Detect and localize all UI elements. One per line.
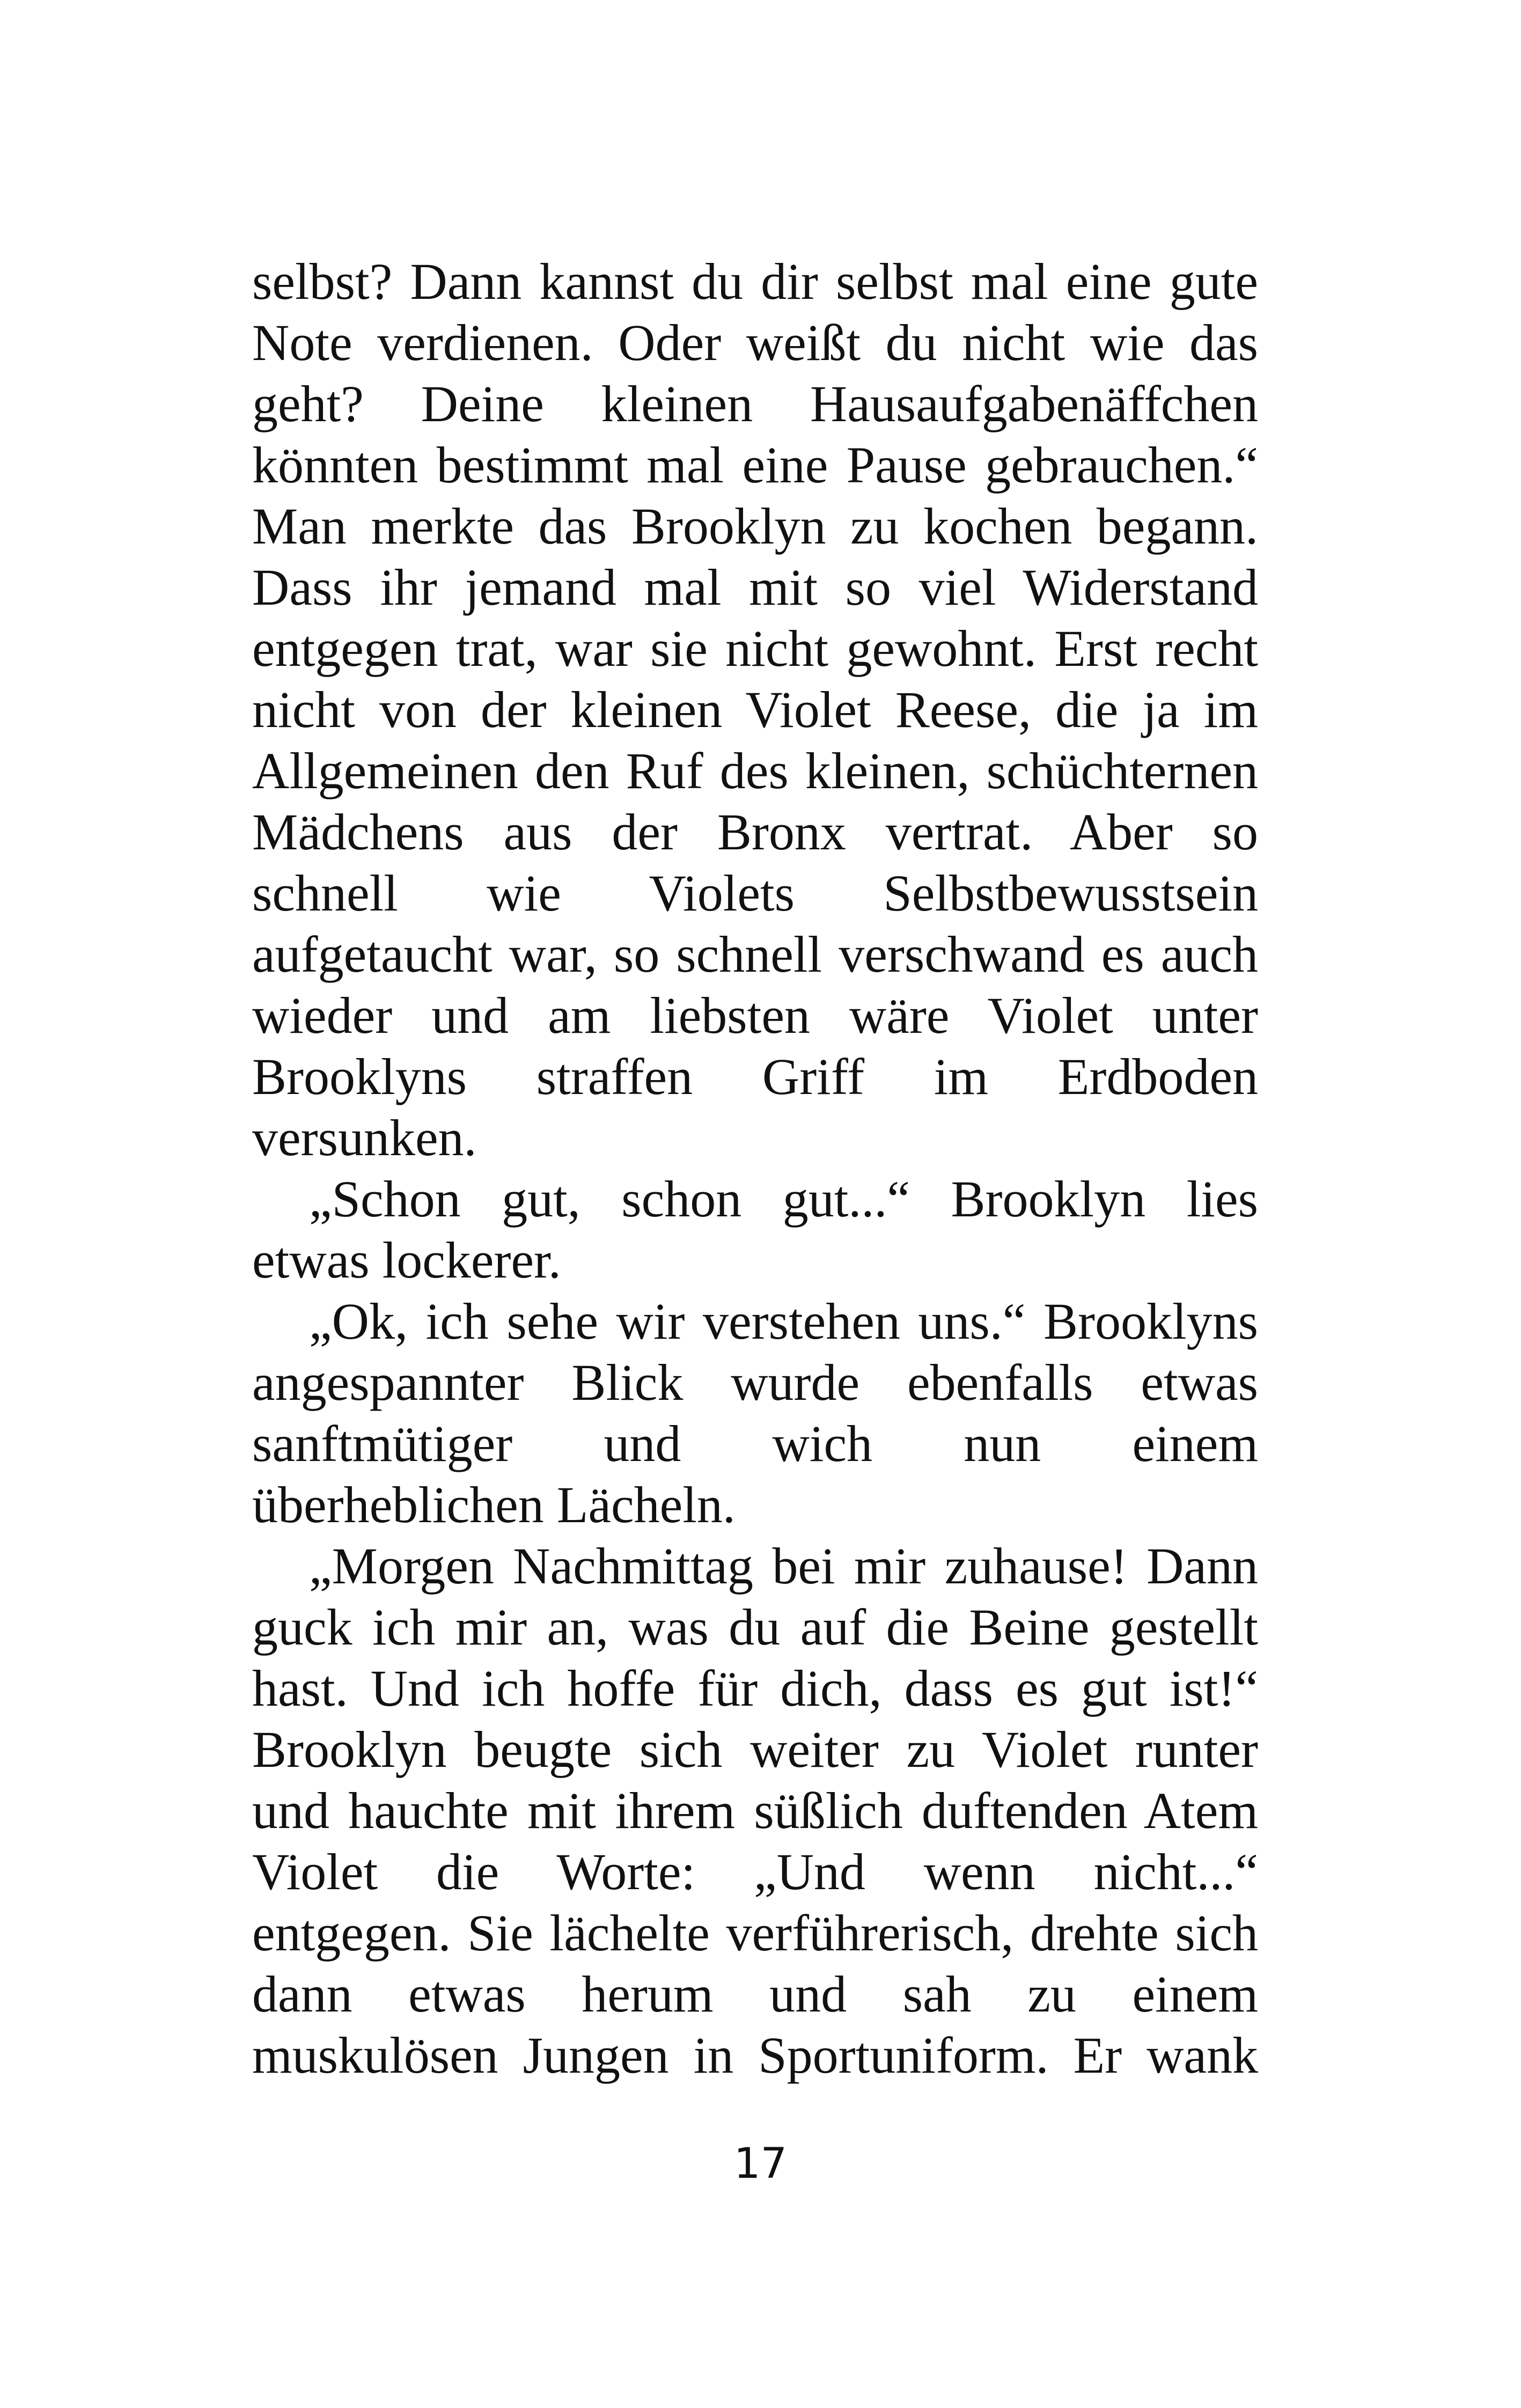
text-line: „Ok, ich sehe wir verstehen uns.“ Brooklyns: [309, 1293, 1258, 1350]
text-line: geht? Deine kleinen Hausaufgabenäffchen: [252, 375, 1258, 432]
text-line: schnell wie Violets Selbstbewusstsein: [252, 864, 1258, 922]
text-line: Man merkte das Brooklyn zu kochen begann.: [252, 497, 1258, 555]
text-line: Note verdienen. Oder weißt du nicht wie das: [252, 314, 1258, 371]
text-line: hast. Und ich hoffe für dich, dass es gut ist!“: [252, 1660, 1258, 1717]
text-line: dann etwas herum und sah zu einem: [252, 1965, 1258, 2023]
text-line: könnten bestimmt mal eine Pause gebrauchen.“: [252, 436, 1258, 494]
text-line: angespannter Blick wurde ebenfalls etwas: [252, 1354, 1258, 1411]
text-line: entgegen. Sie lächelte verführerisch, drehte sich: [252, 1904, 1258, 1962]
text-line: Allgemeinen den Ruf des kleinen, schüchternen: [252, 742, 1258, 799]
text-line: etwas lockerer.: [252, 1231, 561, 1289]
text-line: muskulösen Jungen in Sportuniform. Er wank: [252, 2027, 1258, 2084]
text-line: aufgetaucht war, so schnell verschwand es auch: [252, 926, 1258, 983]
text-line: versunken.: [252, 1109, 477, 1166]
page-number: 17: [733, 2140, 788, 2188]
text-line: Brooklyns straffen Griff im Erdboden: [252, 1048, 1258, 1105]
text-line: Brooklyn beugte sich weiter zu Violet runter: [252, 1721, 1258, 1778]
text-line: selbst? Dann kannst du dir selbst mal eine gute: [252, 253, 1258, 310]
text-line: Dass ihr jemand mal mit so viel Widerstand: [252, 559, 1258, 616]
text-line: sanftmütiger und wich nun einem: [252, 1415, 1258, 1472]
text-line: Violet die Worte: „Und wenn nicht...“: [252, 1843, 1258, 1900]
text-line: „Schon gut, schon gut...“ Brooklyn lies: [309, 1170, 1258, 1228]
body-text: [252, 251, 1258, 2086]
text-line: „Morgen Nachmittag bei mir zuhause! Dann: [309, 1537, 1258, 1595]
text-line: nicht von der kleinen Violet Reese, die ja im: [252, 681, 1258, 738]
text-line: und hauchte mit ihrem süßlich duftenden Atem: [252, 1782, 1258, 1839]
text-line: guck ich mir an, was du auf die Beine gestellt: [252, 1598, 1258, 1656]
text-line: entgegen trat, war sie nicht gewohnt. Erst recht: [252, 620, 1258, 677]
text-line: Mädchens aus der Bronx vertrat. Aber so: [252, 803, 1258, 861]
text-line: überheblichen Lächeln.: [252, 1476, 736, 1533]
text-line: wieder und am liebsten wäre Violet unter: [252, 987, 1258, 1044]
